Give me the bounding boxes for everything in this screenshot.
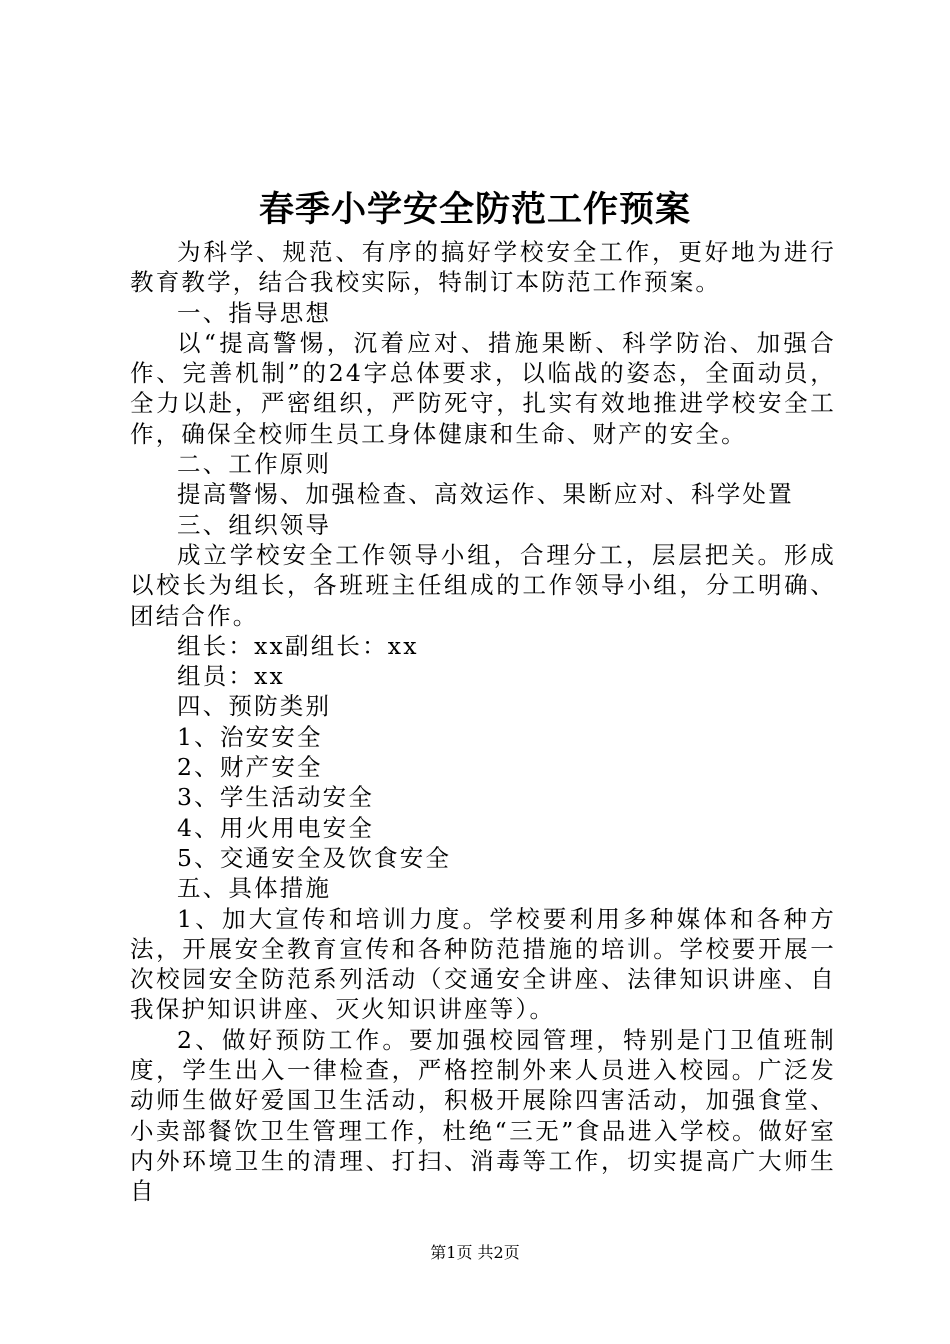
paragraph-work-principles: 提高警惕、加强检查、高效运作、果断应对、科学处置 <box>177 480 794 509</box>
paragraph-measure: 2、做好预防工作。要加强校园管理，特别是门卫值班制度，学生出入一律检查，严格控制外来人员进入校园。广泛发动师生做好爱国卫生活动，积极开展除四害活动，加强食堂、小卖部餐饮卫生管理工作，杜绝“三无”食品进入学校。做好室内外环境卫生的清理、打扫、消毒等工作，切实提高广大师生自 <box>130 1025 836 1206</box>
paragraph-members: 组员：xx <box>177 662 286 691</box>
document-body <box>130 237 836 1207</box>
paragraph-measure: 1、加大宣传和培训力度。学校要利用多种媒体和各种方法，开展安全教育宣传和各种防范措施的培训。学校要开展一次校园安全防范系列活动（交通安全讲座、法律知识讲座、自我保护知识讲座、灭火知识讲座等）。 <box>130 904 836 1024</box>
document-title: 春季小学安全防范工作预案 <box>258 189 691 230</box>
paragraph-guiding-ideology: 以“提高警惕，沉着应对、措施果断、科学防治、加强合作、完善机制”的24字总体要求，以临战的姿态，全面动员，全力以赴，严密组织，严防死守，扎实有效地推进学校安全工作，确保全校师生员工身体健康和生命、财产的安全。 <box>130 328 836 448</box>
heading-organization: 三、组织领导 <box>177 510 332 539</box>
heading-specific-measures: 五、具体措施 <box>177 874 332 903</box>
list-item-category: 3、学生活动安全 <box>177 783 375 812</box>
paragraph-leaders: 组长：xx副组长：xx <box>177 631 419 660</box>
heading-prevention-categories: 四、预防类别 <box>177 692 332 721</box>
list-item-category: 4、用火用电安全 <box>177 813 375 842</box>
paragraph-intro: 为科学、规范、有序的搞好学校安全工作，更好地为进行教育教学，结合我校实际，特制订本防范工作预案。 <box>130 238 836 297</box>
list-item-category: 1、治安安全 <box>177 722 323 751</box>
list-item-category: 5、交通安全及饮食安全 <box>177 843 452 872</box>
list-item-category: 2、财产安全 <box>177 753 323 782</box>
page-number: 第1页 共2页 <box>430 1243 520 1262</box>
paragraph-organization: 成立学校安全工作领导小组，合理分工，层层把关。形成以校长为组长，各班班主任组成的工作领导小组，分工明确、团结合作。 <box>130 540 836 630</box>
heading-work-principles: 二、工作原则 <box>177 450 332 479</box>
heading-guiding-ideology: 一、指导思想 <box>177 298 332 327</box>
